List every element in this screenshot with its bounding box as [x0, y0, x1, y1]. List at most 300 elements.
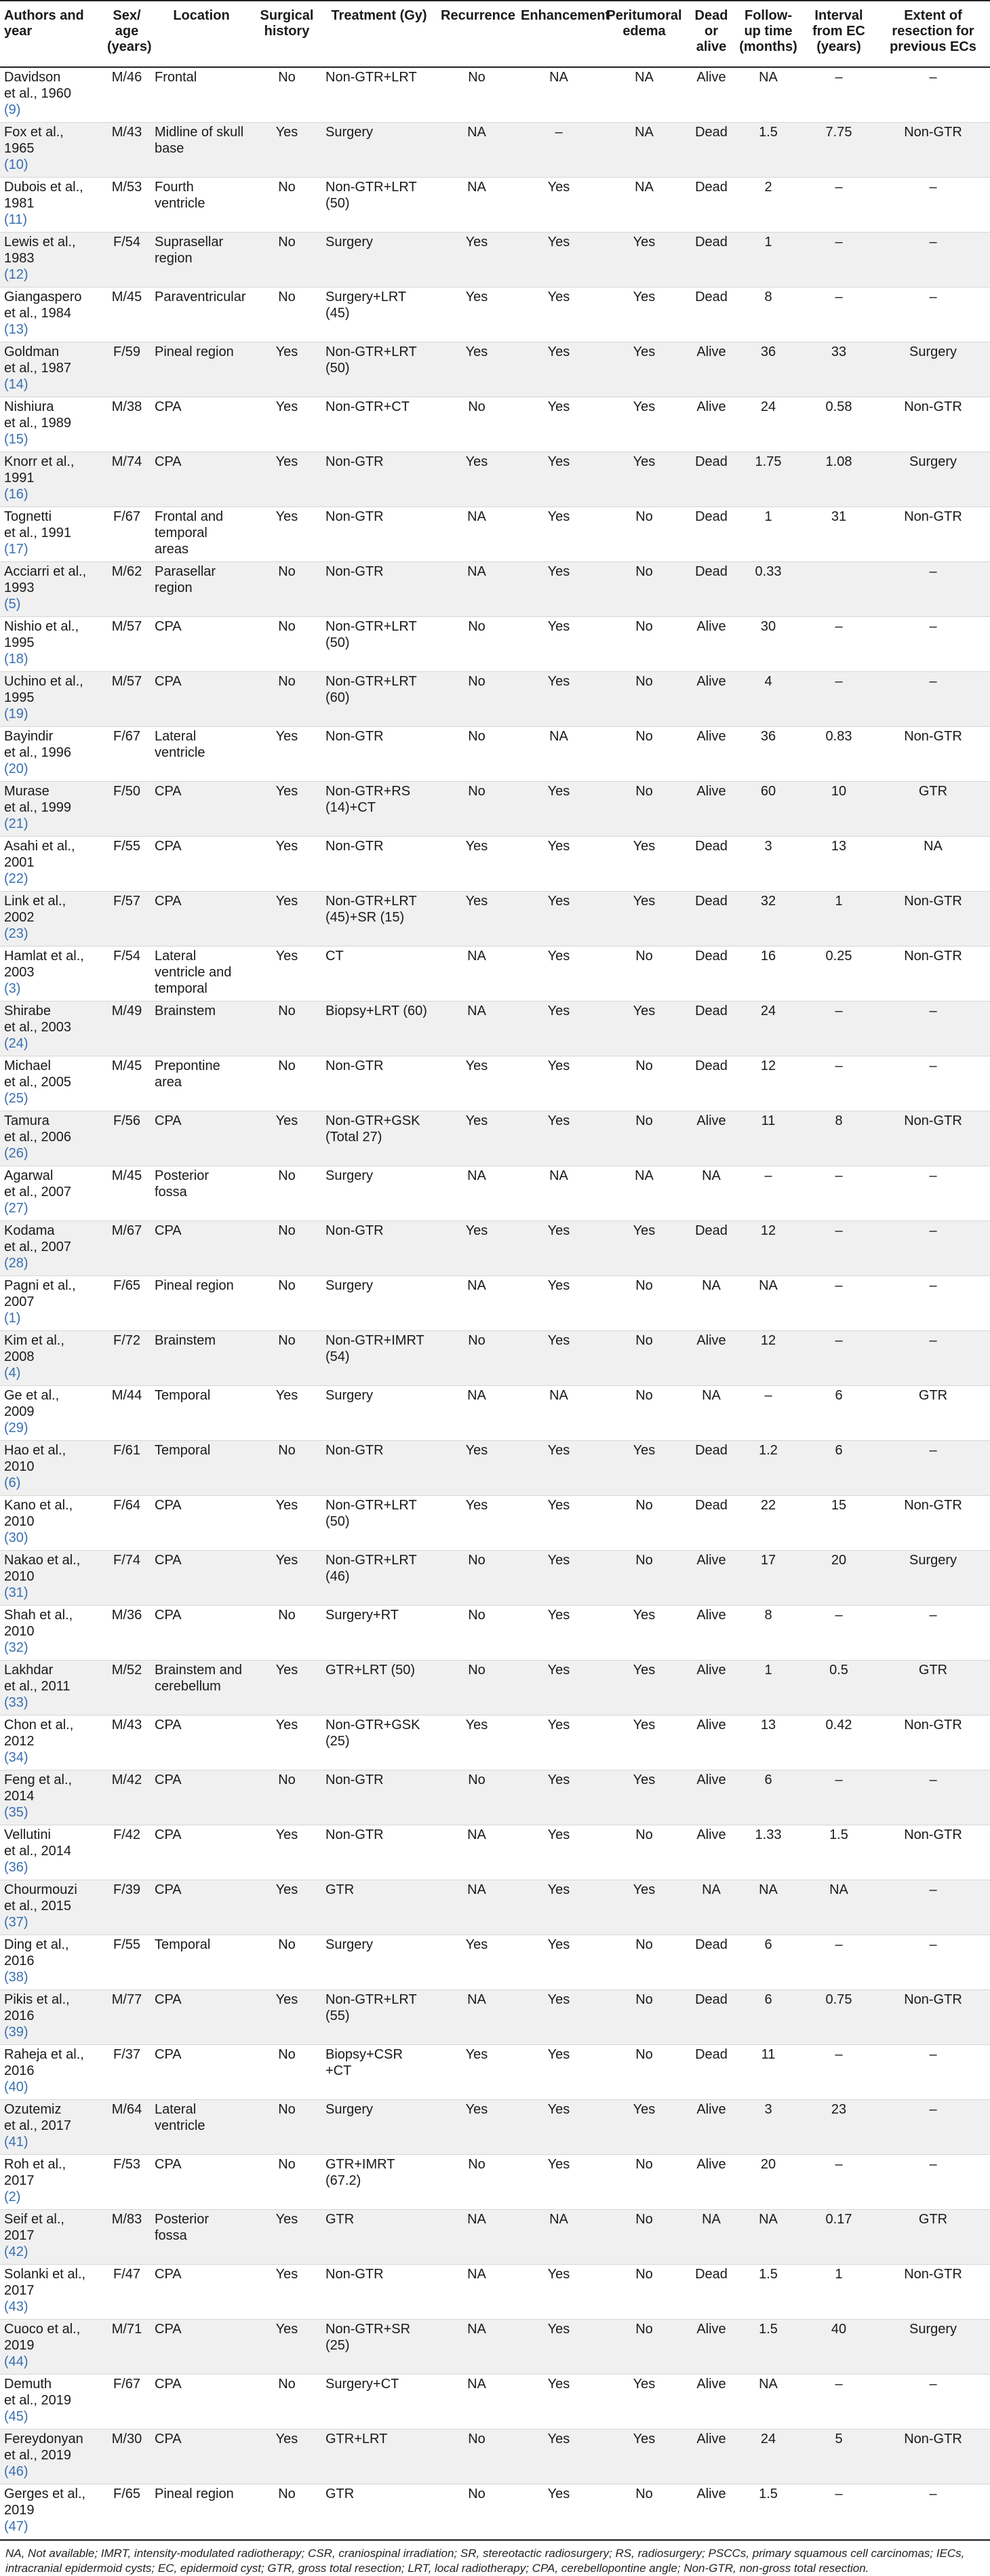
treatment-cell — [321, 782, 437, 837]
location-cell-line: temporal — [155, 526, 207, 540]
sex-age-cell: F/53 — [103, 2155, 151, 2210]
enhancement-cell: Yes — [517, 2265, 601, 2320]
edema-cell: No — [601, 672, 688, 727]
reference-link[interactable]: (44) — [4, 2354, 28, 2369]
treatment-cell-line: (50) — [325, 1514, 350, 1529]
author-cell-line: Fox et al., — [4, 125, 64, 140]
author-cell — [0, 617, 103, 672]
dead-alive-cell: Alive — [688, 2155, 735, 2210]
recurrence-cell: No — [437, 67, 517, 123]
extent-cell: – — [876, 1056, 990, 1111]
reference-link[interactable]: (22) — [4, 871, 28, 886]
table-row — [0, 2045, 990, 2100]
reference-link[interactable]: (16) — [4, 487, 28, 502]
author-cell — [0, 1331, 103, 1386]
author-cell-line: Feng et al., — [4, 1772, 73, 1787]
treatment-cell-line: (14)+CT — [325, 800, 376, 815]
reference-link[interactable]: (6) — [4, 1475, 21, 1490]
enhancement-cell: Yes — [517, 178, 601, 233]
location-cell — [151, 1221, 252, 1276]
reference-link[interactable]: (37) — [4, 1915, 28, 1930]
follow-up-cell: NA — [735, 2210, 801, 2265]
recurrence-cell: No — [437, 2155, 517, 2210]
reference-link[interactable]: (42) — [4, 2244, 28, 2259]
enhancement-cell: Yes — [517, 397, 601, 452]
edema-cell: No — [601, 2045, 688, 2100]
author-cell-line: Chon et al., — [4, 1718, 74, 1732]
enhancement-cell: Yes — [517, 837, 601, 892]
extent-cell: Surgery — [876, 342, 990, 397]
author-cell-line: Murase — [4, 784, 50, 799]
table-row — [0, 562, 990, 617]
location-cell-line: fossa — [155, 2228, 187, 2243]
sex-age-cell: F/72 — [103, 1331, 151, 1386]
treatment-cell-line: Non-GTR+LRT — [325, 70, 417, 85]
author-cell — [0, 727, 103, 782]
surgical-history-cell: Yes — [252, 2210, 321, 2265]
location-cell-line: region — [155, 251, 193, 266]
interval-cell: 0.5 — [801, 1661, 876, 1716]
location-cell-line: Lateral — [155, 2102, 197, 2117]
dead-alive-cell: Alive — [688, 2375, 735, 2430]
reference-link[interactable]: (36) — [4, 1860, 28, 1875]
author-cell-line: et al., 1984 — [4, 306, 71, 321]
location-cell-line: Frontal and — [155, 509, 224, 524]
enhancement-cell: Yes — [517, 1056, 601, 1111]
location-cell — [151, 2320, 252, 2375]
reference-link[interactable]: (11) — [4, 212, 28, 227]
dead-alive-cell: Dead — [688, 837, 735, 892]
follow-up-cell: 13 — [735, 1716, 801, 1770]
interval-cell: – — [801, 1056, 876, 1111]
author-cell-line: Tognetti — [4, 509, 52, 524]
recurrence-cell: Yes — [437, 452, 517, 507]
surgical-history-cell: Yes — [252, 727, 321, 782]
treatment-cell — [321, 1002, 437, 1056]
reference-link[interactable]: (5) — [4, 597, 21, 612]
author-cell-line: Bayindir — [4, 729, 54, 744]
reference-link[interactable]: (26) — [4, 1146, 28, 1161]
author-cell — [0, 1002, 103, 1056]
author-cell — [0, 1661, 103, 1716]
recurrence-cell: NA — [437, 1002, 517, 1056]
treatment-cell-line: CT — [325, 949, 344, 964]
reference-link[interactable]: (39) — [4, 2025, 28, 2040]
enhancement-cell: Yes — [517, 1002, 601, 1056]
author-cell-line: et al., 2014 — [4, 1844, 71, 1859]
extent-cell: – — [876, 1221, 990, 1276]
dead-alive-cell: Dead — [688, 178, 735, 233]
author-cell-line: 2014 — [4, 1789, 35, 1804]
author-cell-line: 2010 — [4, 1514, 35, 1529]
author-cell — [0, 397, 103, 452]
follow-up-cell: 24 — [735, 2430, 801, 2484]
treatment-cell-line: Surgery — [325, 235, 374, 250]
follow-up-cell: 4 — [735, 672, 801, 727]
extent-cell: – — [876, 562, 990, 617]
location-cell-line: Fourth — [155, 180, 194, 195]
enhancement-cell: Yes — [517, 233, 601, 288]
author-cell-line: et al., 2007 — [4, 1185, 71, 1200]
treatment-cell-line: Biopsy+LRT (60) — [325, 1004, 427, 1018]
extent-cell: GTR — [876, 1661, 990, 1716]
col-header-sex-age: Sex/ age (years) — [103, 1, 151, 67]
follow-up-cell: 1.75 — [735, 452, 801, 507]
author-cell — [0, 1441, 103, 1496]
recurrence-cell: NA — [437, 123, 517, 178]
recurrence-cell: NA — [437, 1386, 517, 1441]
author-cell-line: Ge et al., — [4, 1388, 60, 1403]
treatment-cell — [321, 1276, 437, 1331]
author-cell — [0, 67, 103, 123]
dead-alive-cell: Alive — [688, 2484, 735, 2539]
dead-alive-cell: Alive — [688, 397, 735, 452]
reference-link[interactable]: (19) — [4, 707, 28, 721]
treatment-cell — [321, 288, 437, 342]
location-cell — [151, 1880, 252, 1935]
treatment-cell — [321, 452, 437, 507]
interval-cell: – — [801, 2484, 876, 2539]
interval-cell: 13 — [801, 837, 876, 892]
reference-link[interactable]: (31) — [4, 1585, 28, 1600]
recurrence-cell: Yes — [437, 288, 517, 342]
edema-cell: Yes — [601, 2430, 688, 2484]
edema-cell: Yes — [601, 837, 688, 892]
sex-age-cell: F/56 — [103, 1111, 151, 1166]
reference-link[interactable]: (3) — [4, 981, 21, 996]
author-cell-line: 2017 — [4, 2283, 35, 2298]
extent-cell: – — [876, 178, 990, 233]
enhancement-cell: Yes — [517, 1990, 601, 2045]
author-cell-line: et al., 2006 — [4, 1130, 71, 1145]
reference-link[interactable]: (38) — [4, 1970, 28, 1985]
treatment-cell — [321, 2100, 437, 2155]
reference-link[interactable]: (30) — [4, 1530, 28, 1545]
location-cell — [151, 837, 252, 892]
follow-up-cell: 11 — [735, 2045, 801, 2100]
extent-cell: – — [876, 2045, 990, 2100]
author-cell-line: Pikis et al., — [4, 1992, 70, 2007]
col-header-surgical-history: Surgical history — [252, 1, 321, 67]
interval-cell: – — [801, 233, 876, 288]
reference-link[interactable]: (25) — [4, 1091, 28, 1106]
location-cell-line: CPA — [155, 2322, 182, 2337]
sex-age-cell: F/74 — [103, 1551, 151, 1606]
reference-link[interactable]: (9) — [4, 102, 21, 117]
dead-alive-cell: Dead — [688, 1441, 735, 1496]
follow-up-cell: 20 — [735, 2155, 801, 2210]
recurrence-cell: Yes — [437, 2045, 517, 2100]
author-cell-line: Ding et al., — [4, 1937, 69, 1952]
reference-link[interactable]: (41) — [4, 2135, 28, 2149]
surgical-history-cell: Yes — [252, 1716, 321, 1770]
author-cell-line: 1991 — [4, 471, 35, 486]
interval-cell: – — [801, 1935, 876, 1990]
location-cell — [151, 233, 252, 288]
surgical-history-cell: No — [252, 2100, 321, 2155]
recurrence-cell: Yes — [437, 233, 517, 288]
follow-up-cell: – — [735, 1166, 801, 1221]
follow-up-cell: – — [735, 1386, 801, 1441]
location-cell — [151, 452, 252, 507]
surgical-history-cell: Yes — [252, 1880, 321, 1935]
surgical-history-cell: Yes — [252, 1990, 321, 2045]
reference-link[interactable]: (29) — [4, 1421, 28, 1435]
treatment-cell — [321, 2375, 437, 2430]
location-cell — [151, 727, 252, 782]
table-row — [0, 2100, 990, 2155]
recurrence-cell: No — [437, 672, 517, 727]
treatment-cell-line: Non-GTR+SR — [325, 2322, 411, 2337]
sex-age-cell: M/52 — [103, 1661, 151, 1716]
edema-cell: No — [601, 1990, 688, 2045]
author-cell — [0, 1770, 103, 1825]
treatment-cell-line: Non-GTR — [325, 509, 384, 524]
edema-cell: No — [601, 2155, 688, 2210]
reference-link[interactable]: (10) — [4, 157, 28, 172]
reference-link[interactable]: (34) — [4, 1750, 28, 1765]
location-cell — [151, 2265, 252, 2320]
author-cell-line: Nishiura — [4, 399, 54, 414]
enhancement-cell: Yes — [517, 947, 601, 1002]
table-row — [0, 2210, 990, 2265]
location-cell — [151, 2430, 252, 2484]
location-cell — [151, 1606, 252, 1661]
reference-link[interactable]: (45) — [4, 2409, 28, 2424]
follow-up-cell: 16 — [735, 947, 801, 1002]
reference-link[interactable]: (47) — [4, 2519, 28, 2534]
reference-link[interactable]: (23) — [4, 926, 28, 941]
dead-alive-cell: Alive — [688, 1111, 735, 1166]
follow-up-cell: 30 — [735, 617, 801, 672]
dead-alive-cell: Alive — [688, 1551, 735, 1606]
table-row — [0, 727, 990, 782]
treatment-cell — [321, 1331, 437, 1386]
location-cell-line: Temporal — [155, 1937, 211, 1952]
reference-link[interactable]: (28) — [4, 1256, 28, 1271]
reference-link[interactable]: (20) — [4, 761, 28, 776]
author-cell — [0, 1551, 103, 1606]
recurrence-cell: No — [437, 1331, 517, 1386]
table-row — [0, 1276, 990, 1331]
reference-link[interactable]: (35) — [4, 1805, 28, 1820]
interval-cell: – — [801, 1002, 876, 1056]
author-cell-line: et al., 2017 — [4, 2118, 71, 2133]
location-cell-line: ventricle and — [155, 965, 232, 980]
edema-cell: No — [601, 1331, 688, 1386]
location-cell-line: CPA — [155, 1882, 182, 1897]
treatment-cell-line: Non-GTR+LRT — [325, 619, 417, 634]
reference-link[interactable]: (18) — [4, 652, 28, 667]
extent-cell: – — [876, 1935, 990, 1990]
location-cell-line: CPA — [155, 454, 182, 469]
edema-cell: No — [601, 1935, 688, 1990]
author-cell — [0, 1990, 103, 2045]
author-cell — [0, 782, 103, 837]
follow-up-cell: 36 — [735, 727, 801, 782]
reference-link[interactable]: (1) — [4, 1311, 21, 1326]
recurrence-cell: NA — [437, 1166, 517, 1221]
reference-link[interactable]: (40) — [4, 2080, 28, 2095]
sex-age-cell: M/45 — [103, 288, 151, 342]
table-row — [0, 892, 990, 947]
dead-alive-cell: Alive — [688, 1606, 735, 1661]
enhancement-cell: Yes — [517, 2375, 601, 2430]
author-cell-line: et al., 1960 — [4, 86, 71, 101]
treatment-cell-line: (67.2) — [325, 2173, 361, 2188]
treatment-cell-line: Non-GTR+LRT — [325, 894, 417, 909]
sex-age-cell: M/64 — [103, 2100, 151, 2155]
enhancement-cell: Yes — [517, 1770, 601, 1825]
follow-up-cell: 8 — [735, 1606, 801, 1661]
dead-alive-cell: Dead — [688, 1056, 735, 1111]
table-row — [0, 1386, 990, 1441]
sex-age-cell: M/45 — [103, 1056, 151, 1111]
enhancement-cell: Yes — [517, 2100, 601, 2155]
author-cell-line: Agarwal — [4, 1168, 54, 1183]
reference-link[interactable]: (12) — [4, 267, 28, 282]
treatment-cell-line: Non-GTR+GSK — [325, 1113, 420, 1128]
location-cell-line: Paraventricular — [155, 290, 246, 304]
author-cell-line: Chourmouzi — [4, 1882, 77, 1897]
author-cell-line: Giangaspero — [4, 290, 82, 304]
extent-cell: GTR — [876, 782, 990, 837]
treatment-cell — [321, 1386, 437, 1441]
location-cell — [151, 1166, 252, 1221]
location-cell — [151, 1716, 252, 1770]
reference-link[interactable]: (27) — [4, 1201, 28, 1216]
reference-link[interactable]: (17) — [4, 542, 28, 557]
table-row — [0, 288, 990, 342]
edema-cell: No — [601, 947, 688, 1002]
author-cell-line: et al., 2015 — [4, 1899, 71, 1914]
dead-alive-cell: Alive — [688, 782, 735, 837]
col-header-peritumoral-edema: Peritumoral edema — [601, 1, 688, 67]
recurrence-cell: No — [437, 727, 517, 782]
treatment-cell — [321, 2320, 437, 2375]
dead-alive-cell: Alive — [688, 2320, 735, 2375]
reference-link[interactable]: (15) — [4, 432, 28, 447]
location-cell-line: CPA — [155, 1498, 182, 1513]
author-cell-line: Pagni et al., — [4, 1278, 76, 1293]
treatment-cell-line: Biopsy+CSR — [325, 2047, 403, 2062]
treatment-cell — [321, 1770, 437, 1825]
author-cell-line: 1981 — [4, 196, 35, 211]
edema-cell: No — [601, 2210, 688, 2265]
extent-cell: Non-GTR — [876, 947, 990, 1002]
extent-cell: Non-GTR — [876, 1111, 990, 1166]
treatment-cell-line: (50) — [325, 635, 350, 650]
location-cell — [151, 67, 252, 123]
surgical-history-cell: No — [252, 1221, 321, 1276]
surgical-history-cell: No — [252, 1441, 321, 1496]
interval-cell: – — [801, 1606, 876, 1661]
sex-age-cell: M/36 — [103, 1606, 151, 1661]
reference-link[interactable]: (24) — [4, 1036, 28, 1051]
author-cell-line: Demuth — [4, 2377, 52, 2392]
location-cell-line: CPA — [155, 1992, 182, 2007]
dead-alive-cell: NA — [688, 1880, 735, 1935]
recurrence-cell: NA — [437, 2210, 517, 2265]
edema-cell: Yes — [601, 2100, 688, 2155]
location-cell-line: Temporal — [155, 1388, 211, 1403]
col-header-authors: Authors and year — [0, 1, 103, 67]
location-cell-line: Prepontine — [155, 1058, 220, 1073]
interval-cell: – — [801, 1770, 876, 1825]
treatment-cell — [321, 1551, 437, 1606]
location-cell-line: CPA — [155, 894, 182, 909]
extent-cell: Non-GTR — [876, 1496, 990, 1551]
treatment-cell — [321, 1221, 437, 1276]
surgical-history-cell: No — [252, 178, 321, 233]
enhancement-cell: Yes — [517, 1606, 601, 1661]
reference-link[interactable]: (46) — [4, 2464, 28, 2479]
interval-cell: 1 — [801, 2265, 876, 2320]
author-cell — [0, 1606, 103, 1661]
edema-cell: Yes — [601, 2375, 688, 2430]
interval-cell: 1.08 — [801, 452, 876, 507]
sex-age-cell: M/38 — [103, 397, 151, 452]
dead-alive-cell: NA — [688, 1166, 735, 1221]
treatment-cell-line: (55) — [325, 2008, 350, 2023]
author-cell — [0, 1221, 103, 1276]
author-cell-line: 2010 — [4, 1569, 35, 1584]
reference-link[interactable]: (32) — [4, 1640, 28, 1655]
recurrence-cell: No — [437, 2430, 517, 2484]
edema-cell: Yes — [601, 1441, 688, 1496]
author-cell-line: 2010 — [4, 1624, 35, 1639]
follow-up-cell: 6 — [735, 1935, 801, 1990]
follow-up-cell: 6 — [735, 1770, 801, 1825]
recurrence-cell: NA — [437, 1825, 517, 1880]
location-cell — [151, 2484, 252, 2539]
author-cell-line: Dubois et al., — [4, 180, 83, 195]
recurrence-cell: No — [437, 1606, 517, 1661]
table-row — [0, 1606, 990, 1661]
location-cell — [151, 178, 252, 233]
reference-link[interactable]: (14) — [4, 377, 28, 392]
edema-cell: NA — [601, 178, 688, 233]
treatment-cell-line: Non-GTR — [325, 839, 384, 854]
surgical-history-cell: Yes — [252, 123, 321, 178]
enhancement-cell: Yes — [517, 782, 601, 837]
author-cell-line: Tamura — [4, 1113, 50, 1128]
sex-age-cell: F/55 — [103, 837, 151, 892]
treatment-cell-line: GTR — [325, 2212, 355, 2227]
surgical-history-cell: No — [252, 1166, 321, 1221]
follow-up-cell: 12 — [735, 1056, 801, 1111]
reference-link[interactable]: (33) — [4, 1695, 28, 1710]
author-cell — [0, 2155, 103, 2210]
reference-link[interactable]: (21) — [4, 816, 28, 831]
reference-link[interactable]: (4) — [4, 1366, 21, 1381]
follow-up-cell: 60 — [735, 782, 801, 837]
extent-cell: GTR — [876, 1386, 990, 1441]
follow-up-cell: 1.5 — [735, 123, 801, 178]
reference-link[interactable]: (2) — [4, 2189, 21, 2204]
sex-age-cell: M/67 — [103, 1221, 151, 1276]
reference-link[interactable]: (13) — [4, 322, 28, 337]
enhancement-cell: NA — [517, 2210, 601, 2265]
author-cell-line: 2016 — [4, 2063, 35, 2078]
reference-link[interactable]: (43) — [4, 2299, 28, 2314]
dead-alive-cell: NA — [688, 1276, 735, 1331]
location-cell-line: Pineal region — [155, 344, 234, 359]
author-cell — [0, 123, 103, 178]
follow-up-cell: 1.5 — [735, 2484, 801, 2539]
interval-cell: 10 — [801, 782, 876, 837]
treatment-cell-line: Surgery — [325, 1278, 374, 1293]
